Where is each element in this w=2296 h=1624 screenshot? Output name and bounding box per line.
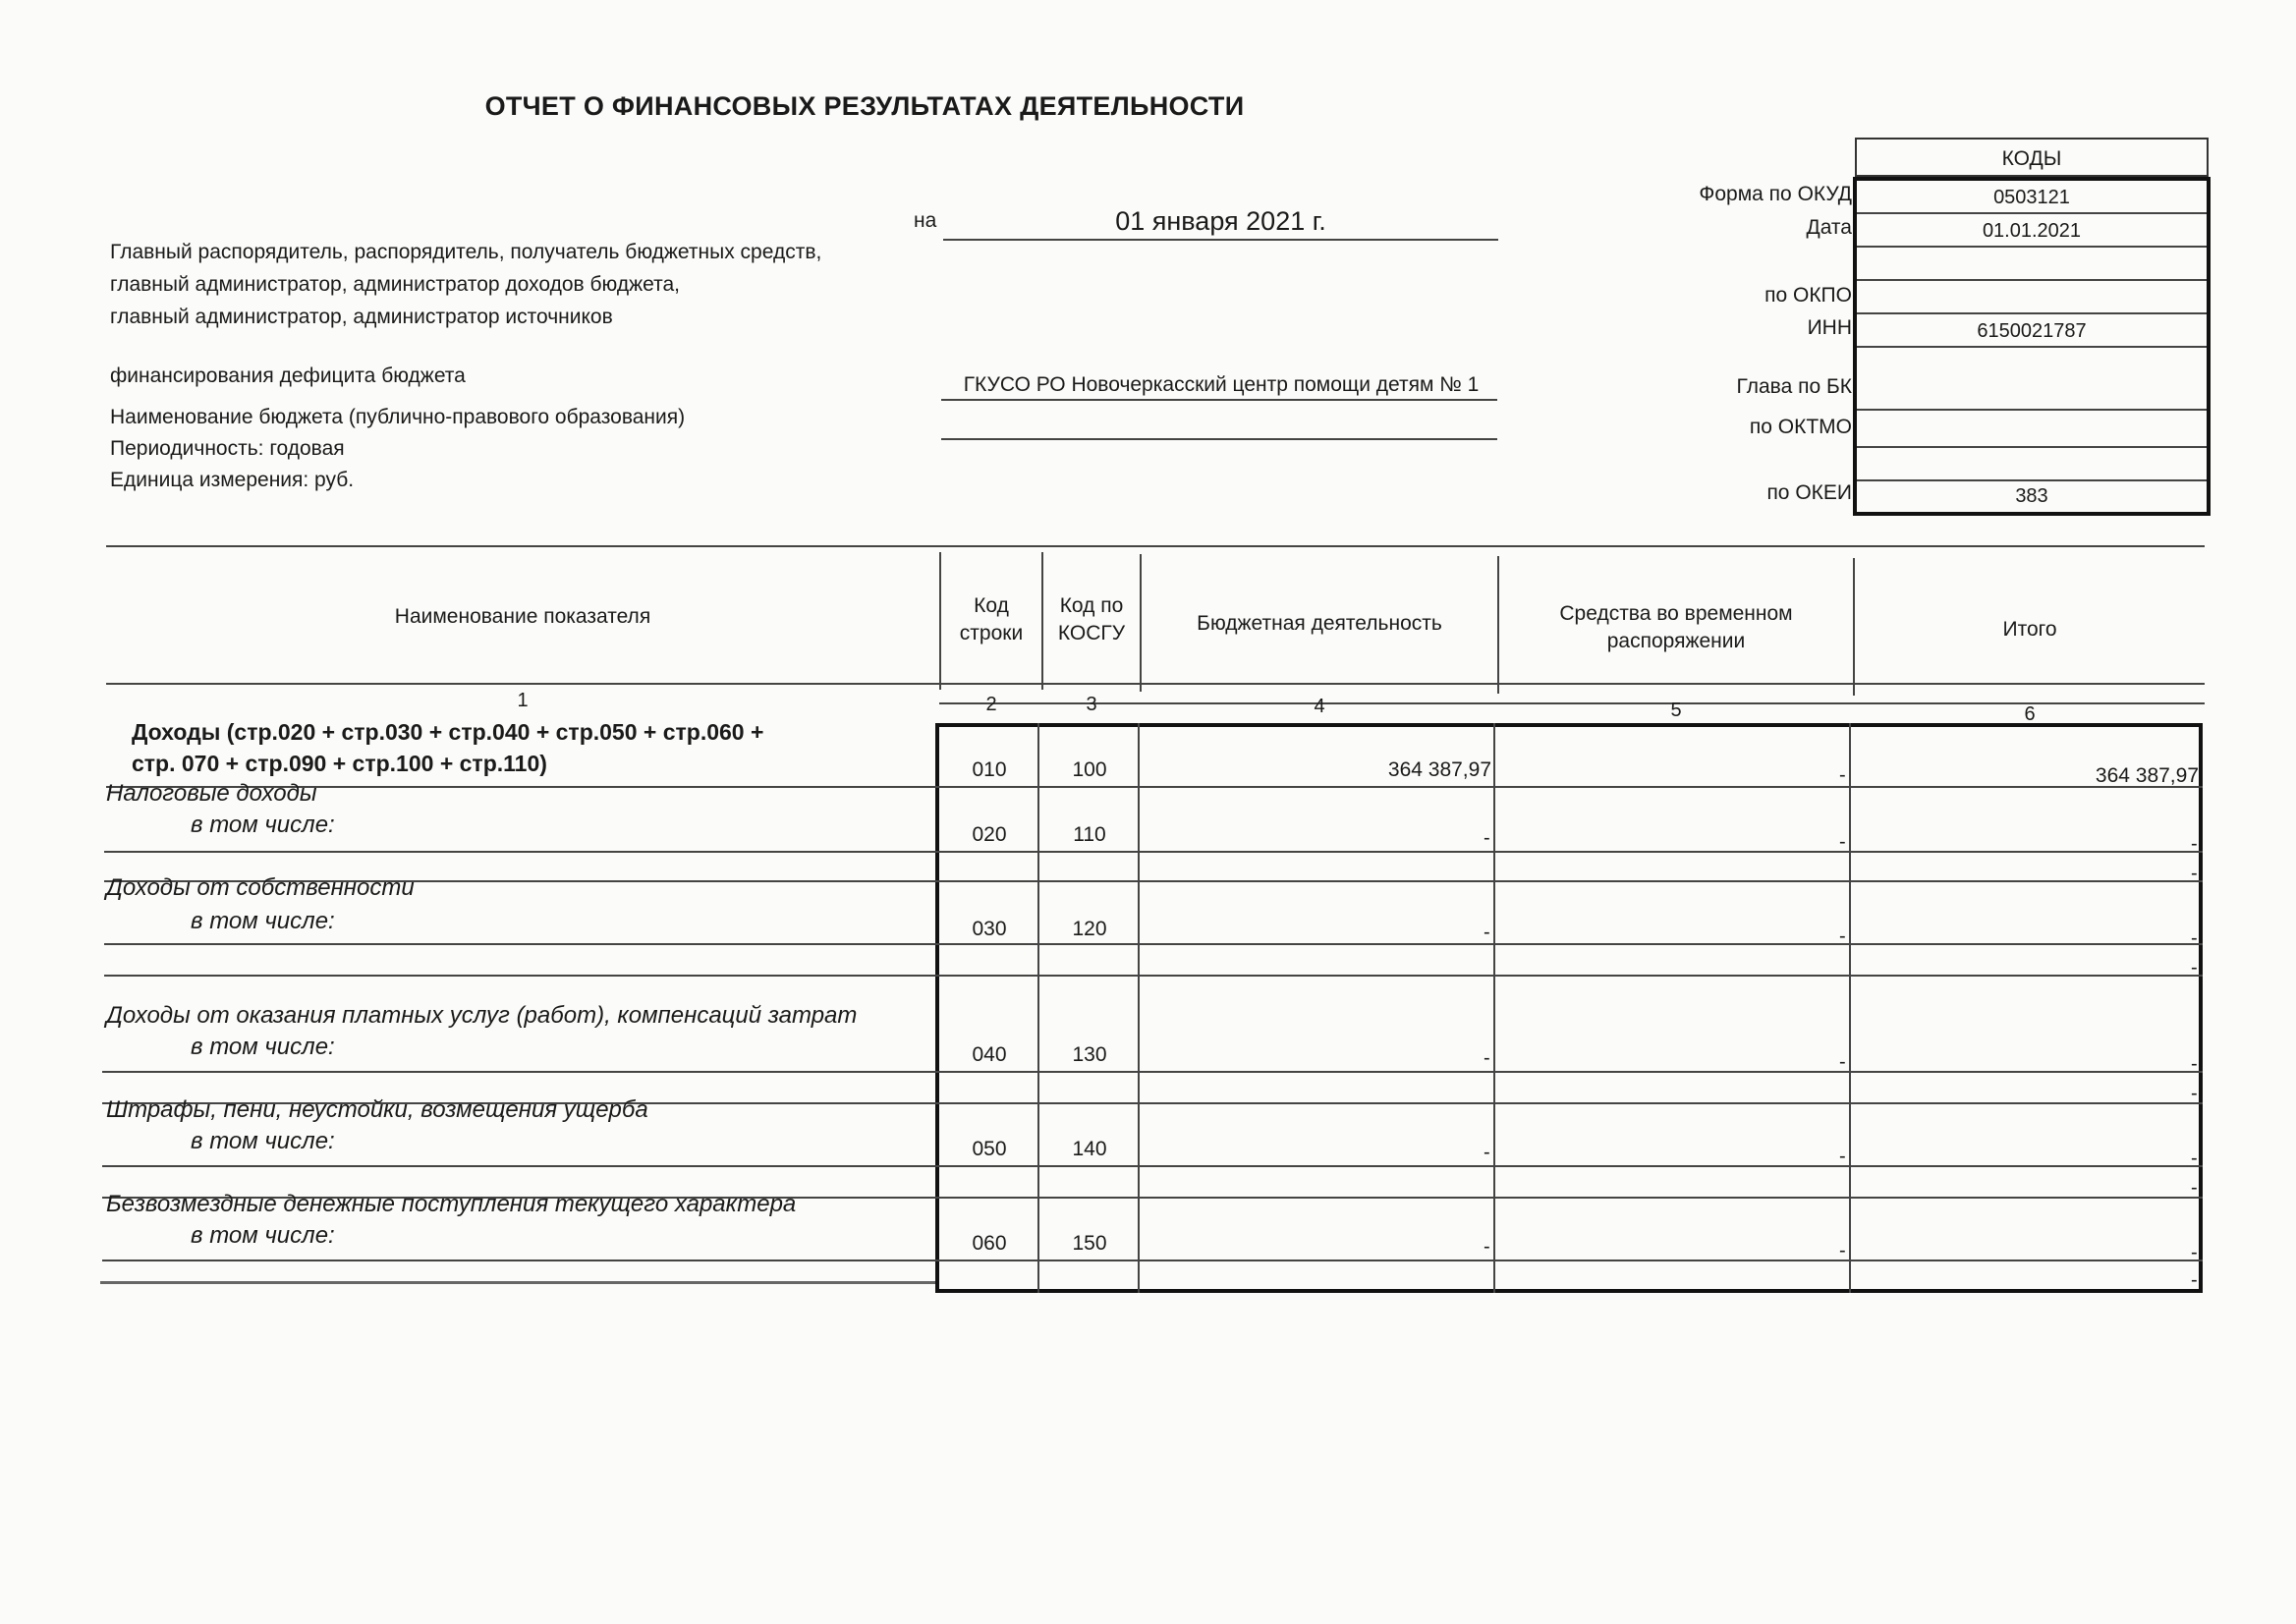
row-060-code: 060 xyxy=(972,1232,1007,1255)
row-020-budget: - xyxy=(1484,827,1490,849)
row-010-total: 364 387,97 xyxy=(2095,764,2199,787)
row-010-budget: 364 387,97 xyxy=(1387,758,1491,781)
row-060-total: - xyxy=(2191,1242,2198,1263)
data-body-border xyxy=(935,723,2203,1293)
row-050-code: 050 xyxy=(972,1138,1007,1160)
row-line-end xyxy=(100,1281,935,1284)
row-010-name-line1: Доходы (стр.020 + стр.030 + стр.040 + стр.050 + стр.060 + xyxy=(132,719,764,745)
row-030-temp: - xyxy=(1839,925,1846,947)
header-total: Итого xyxy=(2002,618,2057,641)
header-temp xyxy=(1499,584,1853,672)
body-vline-3 xyxy=(1493,723,1495,1293)
glava-bk-value xyxy=(1857,348,2207,411)
row-030-sub: в том числе: xyxy=(191,908,335,934)
org-underline xyxy=(941,399,1497,401)
row-020-sub: в том числе: xyxy=(191,812,335,838)
row-060-kosgu: 150 xyxy=(1072,1232,1107,1255)
header-bottom-line xyxy=(106,683,2205,685)
row-line-030b xyxy=(104,975,2203,977)
glava-bk-label: Глава по БК xyxy=(1736,375,1852,398)
inn-label: ИНН xyxy=(1807,316,1852,339)
row-010-name-line2: стр. 070 + стр.090 + стр.100 + стр.110) xyxy=(132,751,547,776)
okpo-value xyxy=(1857,281,2207,314)
colnum-2: 2 xyxy=(985,694,997,715)
row-040-sub: в том числе: xyxy=(191,1034,335,1060)
date-label: Дата xyxy=(1806,216,1852,239)
date-prefix: на xyxy=(914,209,937,232)
row-040-code: 040 xyxy=(972,1043,1007,1066)
row-line-040 xyxy=(102,1071,2203,1073)
budget-underline xyxy=(941,438,1497,440)
row-060-temp: - xyxy=(1839,1240,1846,1261)
row-010-temp: - xyxy=(1839,764,1846,786)
colnum-1: 1 xyxy=(517,690,529,711)
row-020-temp: - xyxy=(1839,831,1846,853)
row-020-kosgu: 110 xyxy=(1073,823,1106,846)
inn-value: 6150021787 xyxy=(1857,314,2207,348)
row-060-budget: - xyxy=(1484,1236,1490,1258)
row-020-code: 020 xyxy=(972,823,1007,846)
row-050-kosgu: 140 xyxy=(1072,1138,1107,1160)
row-050-name: Штрафы, пени, неустойки, возмещения ущерба xyxy=(106,1096,648,1123)
info-line-6: Периодичность: годовая xyxy=(110,437,345,460)
row-050-sub: в том числе: xyxy=(191,1128,335,1154)
row-030-sub-total: - xyxy=(2191,957,2198,979)
okpo-label: по ОКПО xyxy=(1764,284,1852,307)
row-030-budget: - xyxy=(1484,922,1490,943)
report-date: 01 января 2021 г. xyxy=(1115,206,1326,236)
header-budget: Бюджетная деятельность xyxy=(1197,612,1442,635)
table-top-line xyxy=(106,545,2205,547)
row-010-code: 010 xyxy=(972,758,1007,781)
row-050-sub-total: - xyxy=(2191,1177,2198,1199)
row-line-050 xyxy=(102,1165,2203,1167)
oktmo-label: по ОКТМО xyxy=(1749,416,1852,438)
row-030-name: Доходы от собственности xyxy=(106,874,415,901)
colnum-3: 3 xyxy=(1086,694,1097,715)
codes-header: КОДЫ xyxy=(1855,138,2209,177)
row-030-code: 030 xyxy=(972,918,1007,940)
row-line-020b xyxy=(104,880,2203,882)
header-name: Наименование показателя xyxy=(394,605,651,628)
row-line-060 xyxy=(102,1260,2203,1261)
date-code-value: 01.01.2021 xyxy=(1857,214,2207,248)
info-line-4: финансирования дефицита бюджета xyxy=(110,364,466,387)
row-050-temp: - xyxy=(1839,1146,1846,1167)
okei-value: 383 xyxy=(2015,485,2048,507)
row-040-kosgu: 130 xyxy=(1072,1043,1107,1066)
report-title: ОТЧЕТ О ФИНАНСОВЫХ РЕЗУЛЬТАТАХ ДЕЯТЕЛЬНОСТИ xyxy=(484,91,1245,121)
info-line-5: Наименование бюджета (публично-правового образования) xyxy=(110,406,686,428)
body-vline-2 xyxy=(1138,723,1140,1293)
row-040-temp: - xyxy=(1839,1051,1846,1073)
row-040-sub-total: - xyxy=(2191,1083,2198,1104)
row-line-030 xyxy=(104,943,2203,945)
okud-value: 0503121 xyxy=(1857,181,2207,214)
row-030-total: - xyxy=(2191,927,2198,949)
colnum-4: 4 xyxy=(1314,696,1325,717)
info-line-1: Главный распорядитель, распорядитель, получатель бюджетных средств, xyxy=(110,241,822,263)
date-underline xyxy=(943,239,1498,241)
header-temp-text: Средства во временном распоряжении xyxy=(1559,602,1793,652)
row-040-budget: - xyxy=(1484,1047,1490,1069)
row-060-sub-total: - xyxy=(2191,1269,2198,1291)
header-kosgu-text: Код по КОСГУ xyxy=(1057,594,1126,644)
row-050-budget: - xyxy=(1484,1142,1490,1163)
colnum-5: 5 xyxy=(1670,700,1682,721)
row-050-total: - xyxy=(2191,1148,2198,1169)
header-code-row-text: Код строки xyxy=(959,594,1024,644)
row-030-kosgu: 120 xyxy=(1072,918,1107,940)
codes-box xyxy=(1853,177,2211,516)
codes-blank-row-2 xyxy=(1857,448,2207,481)
info-line-3: главный администратор, администратор источников xyxy=(110,306,613,328)
colnum-6: 6 xyxy=(2024,703,2036,725)
row-060-name: Безвозмездные денежные поступления текущего характера xyxy=(106,1191,797,1217)
organization-name: ГКУСО РО Новочеркасский центр помощи детям № 1 xyxy=(963,373,1480,396)
header-code-row xyxy=(941,586,1041,654)
header-kosgu xyxy=(1043,586,1140,654)
okud-label: Форма по ОКУД xyxy=(1699,183,1852,205)
body-vline-1 xyxy=(1037,723,1039,1293)
row-040-name: Доходы от оказания платных услуг (работ), компенсаций затрат xyxy=(106,1002,858,1029)
row-060-sub: в том числе: xyxy=(191,1222,335,1249)
row-020-name: Налоговые доходы xyxy=(106,780,317,807)
row-040-total: - xyxy=(2191,1053,2198,1075)
info-line-7: Единица измерения: руб. xyxy=(110,469,355,491)
okei-label: по ОКЕИ xyxy=(1766,481,1852,504)
info-line-2: главный администратор, администратор доходов бюджета, xyxy=(110,273,681,296)
row-line-020 xyxy=(104,851,2203,853)
row-010-kosgu: 100 xyxy=(1072,758,1107,781)
oktmo-value xyxy=(1857,411,2207,448)
body-vline-4 xyxy=(1849,723,1851,1293)
row-020-total: - xyxy=(2191,833,2198,855)
codes-blank-row xyxy=(1857,248,2207,281)
row-020-sub-total: - xyxy=(2191,863,2198,884)
